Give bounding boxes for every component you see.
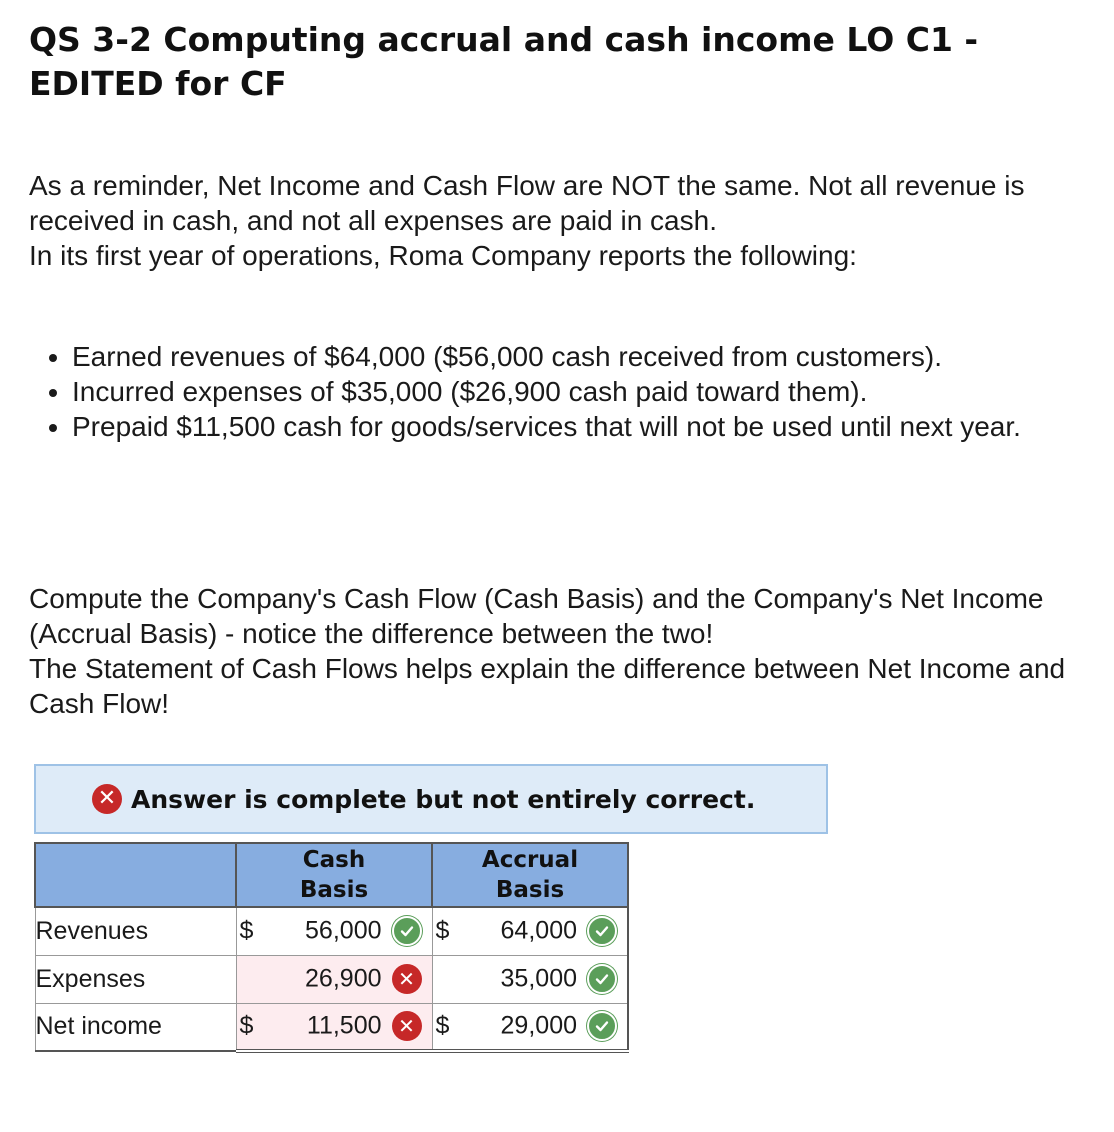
row-label: Expenses [35,955,236,1003]
fact-item: • Earned revenues of $64,000 ($56,000 cash received from customers). [72,339,1072,374]
check-circle-icon [392,916,422,946]
x-circle-icon: ✕ [392,964,422,994]
dollar-sign: $ [435,1011,450,1040]
check-circle-icon [587,964,617,994]
instruction-line: The Statement of Cash Flows helps explain the difference between Net Income and Cash Flow! [29,653,1066,719]
question-title: QS 3-2 Computing accrual and cash income LO C1 - EDITED for CF [29,20,979,103]
check-circle-icon [587,916,617,946]
amount-value: 56,000 [305,916,382,945]
row-label: Net income [35,1003,236,1051]
result-banner [34,764,828,834]
row-label: Revenues [35,907,236,955]
amount-value: 26,900 [305,964,382,993]
accrual-basis-input[interactable] [432,1003,628,1051]
intro-line: In its first year of operations, Roma Company reports the following: [29,240,857,271]
amount-value: 11,500 [306,1011,382,1040]
table-row [35,1003,628,1051]
cash-basis-input[interactable] [236,907,432,955]
x-circle-icon: ✕ [92,784,122,814]
intro-line: As a reminder, Net Income and Cash Flow are NOT the same. Not all revenue is received in cash, and not all expenses are paid in cash. [29,170,1025,236]
result-message: Answer is complete but not entirely correct. [131,784,756,814]
cash-basis-input[interactable] [236,955,432,1003]
amount-value: 35,000 [500,964,577,993]
amount-value: 29,000 [500,1011,577,1040]
question-intro [29,168,1059,273]
x-circle-icon: ✕ [392,1011,422,1041]
instruction-line: Compute the Company's Cash Flow (Cash Basis) and the Company's Net Income (Accrual Basis) - notice the difference between the two! [29,583,1044,649]
dollar-sign: $ [435,916,450,945]
accrual-basis-input[interactable] [432,907,628,955]
header-accrual-basis: Accrual Basis [432,843,628,907]
table-header-row [35,843,628,907]
table-row [35,955,628,1003]
check-circle-icon [587,1011,617,1041]
fact-item: • Incurred expenses of $35,000 ($26,900 cash paid toward them). [72,374,1072,409]
answer-table [34,842,629,1053]
amount-value: 64,000 [500,916,577,945]
dollar-sign: $ [239,1011,254,1040]
fact-item: • Prepaid $11,500 cash for goods/services that will not be used until next year. [72,409,1072,444]
dollar-sign: $ [239,916,254,945]
header-label [35,843,236,907]
facts-list [29,339,1072,444]
cash-basis-input[interactable] [236,1003,432,1051]
table-row [35,907,628,955]
accrual-basis-input[interactable] [432,955,628,1003]
question-instructions [29,581,1089,721]
header-cash-basis: Cash Basis [236,843,432,907]
